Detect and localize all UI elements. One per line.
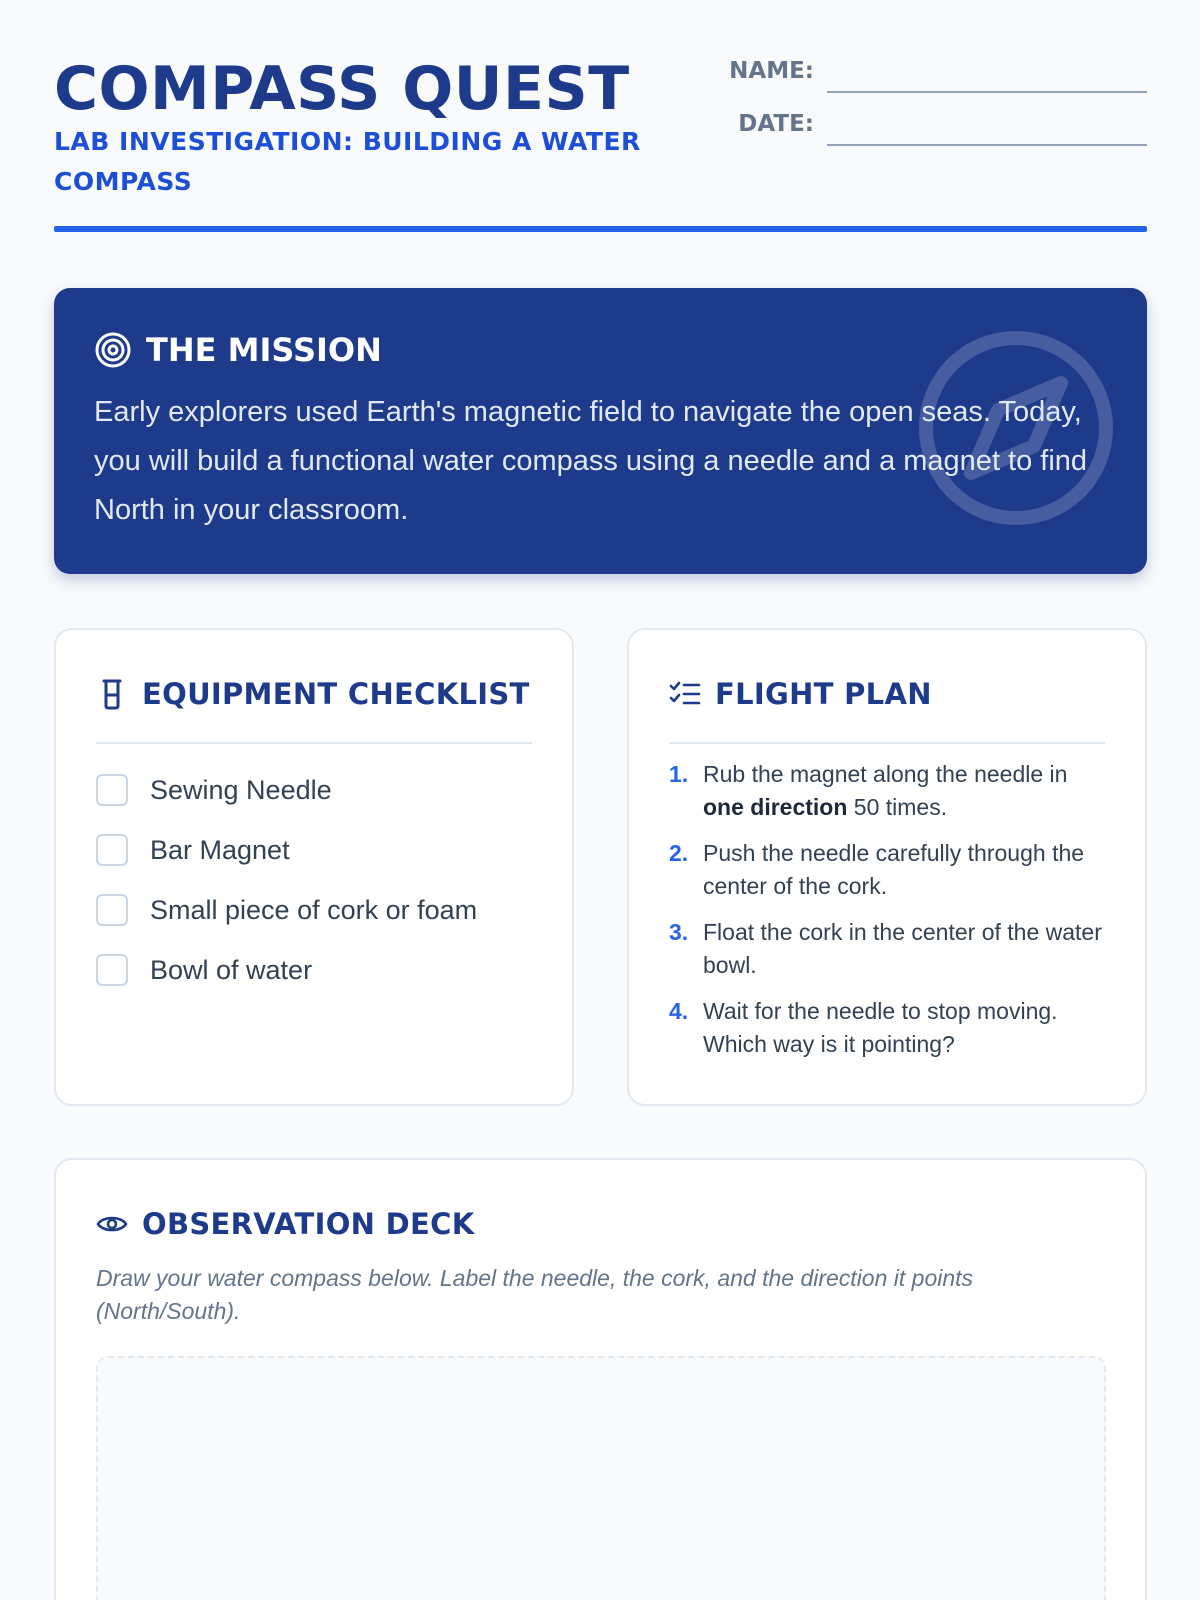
observation-title: OBSERVATION DECK xyxy=(142,1207,475,1241)
list-checks-icon xyxy=(669,680,701,708)
mission-text: Early explorers used Earth's magnetic field to navigate the open seas. Today, you will build a functional water compass using a needle and a magnet to find North in your classroom. xyxy=(94,396,1088,526)
name-field-row xyxy=(714,54,1147,94)
observation-heading xyxy=(96,1204,474,1244)
worksheet-page xyxy=(54,0,1147,1600)
observation-instructions: Draw your water compass below. Label the needle, the cork, and the direction it points (North/South). xyxy=(96,1265,974,1324)
header-divider xyxy=(54,226,1147,232)
name-field[interactable] xyxy=(827,91,1147,93)
step-item xyxy=(669,758,1109,824)
eye-icon xyxy=(96,1212,128,1236)
flight-plan-divider xyxy=(669,742,1105,744)
date-field-row xyxy=(714,107,1147,147)
step-item xyxy=(669,837,1109,903)
equipment-card xyxy=(54,628,574,1106)
checklist-label: Bowl of water xyxy=(150,954,313,985)
name-label: NAME: xyxy=(729,58,814,84)
mission-title: THE MISSION xyxy=(146,331,382,369)
flight-plan-heading xyxy=(669,674,932,714)
flight-plan-title: FLIGHT PLAN xyxy=(715,677,932,711)
equipment-title: EQUIPMENT CHECKLIST xyxy=(142,677,530,711)
checklist-item[interactable] xyxy=(96,760,536,820)
step-text: Float the cork in the center of the water bowl. xyxy=(703,919,1102,978)
step-number: 2. xyxy=(669,840,689,866)
drawing-area[interactable] xyxy=(96,1356,1106,1600)
step-list xyxy=(669,758,1109,1074)
observation-card xyxy=(54,1158,1147,1600)
step-item xyxy=(669,916,1109,982)
step-text: Push the needle carefully through the center of the cork. xyxy=(703,840,1085,899)
equipment-list xyxy=(96,760,536,1000)
step-text: Wait for the needle to stop moving. Which way is it pointing? xyxy=(703,998,1058,1057)
equipment-divider xyxy=(96,742,532,744)
target-icon xyxy=(94,331,132,369)
checkbox[interactable] xyxy=(96,894,128,926)
page-title: COMPASS QUEST xyxy=(54,54,630,124)
mission-banner xyxy=(54,288,1147,574)
checklist-label: Small piece of cork or foam xyxy=(150,894,478,925)
checklist-item[interactable] xyxy=(96,880,536,940)
step-item xyxy=(669,995,1109,1061)
checkbox[interactable] xyxy=(96,834,128,866)
page-subtitle: LAB INVESTIGATION: BUILDING A WATER COMPASS xyxy=(54,127,641,196)
checklist-label: Bar Magnet xyxy=(150,834,290,865)
step-text: Rub the magnet along the needle in one direction 50 times. xyxy=(703,761,1068,820)
checklist-item[interactable] xyxy=(96,820,536,880)
beaker-icon xyxy=(96,677,128,711)
checklist-item[interactable] xyxy=(96,940,536,1000)
mission-heading xyxy=(94,330,382,370)
equipment-heading xyxy=(96,674,530,714)
checkbox[interactable] xyxy=(96,774,128,806)
date-field[interactable] xyxy=(827,144,1147,146)
flight-plan-card xyxy=(627,628,1147,1106)
step-number: 4. xyxy=(669,998,689,1024)
step-number: 1. xyxy=(669,761,689,787)
step-number: 3. xyxy=(669,919,689,945)
step-emphasis: one direction xyxy=(703,794,848,820)
checkbox[interactable] xyxy=(96,954,128,986)
worksheet-header xyxy=(54,54,1147,234)
date-label: DATE: xyxy=(738,111,814,137)
checklist-label: Sewing Needle xyxy=(150,774,332,805)
